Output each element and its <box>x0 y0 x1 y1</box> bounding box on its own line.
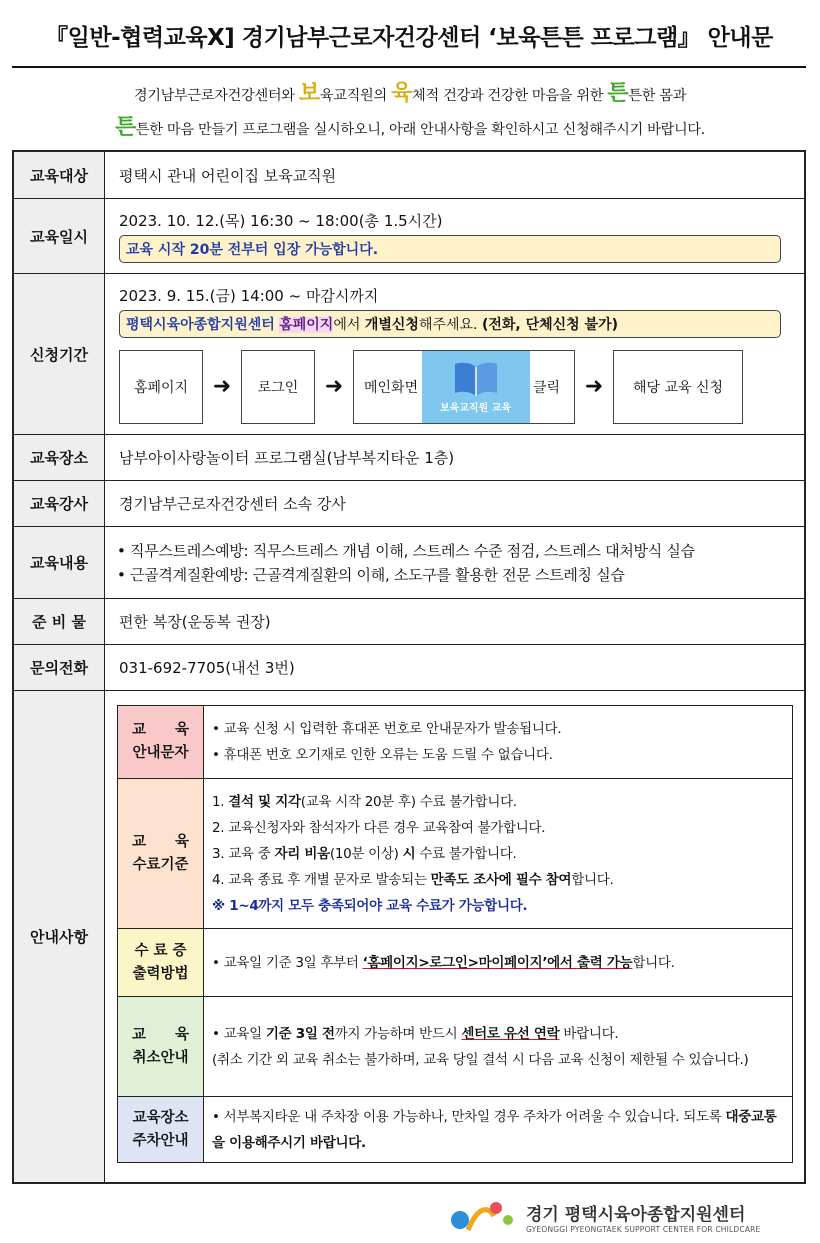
row-place <box>14 434 804 480</box>
footer-logo <box>448 1195 808 1239</box>
row-prep <box>14 598 804 644</box>
entry-note: 교육 시작 20분 전부터 입장 가능합니다. <box>119 235 781 263</box>
notice-table <box>117 705 793 1163</box>
notice-cancel-label: 교 육 취소안내 <box>118 997 204 1096</box>
value-prep: 편한 복장(운동복 권장) <box>119 613 271 631</box>
content-item: • 근골격계질환예방: 근골격계질환의 이해, 소도구를 활용한 전문 스트레칭 실습 <box>117 565 625 584</box>
notice-sms-label: 교 육 안내문자 <box>118 706 204 778</box>
arrow-icon: ➜ <box>324 374 344 399</box>
label-content: 교육내용 <box>14 527 105 598</box>
notice-sms: 교 육 안내문자 • 교육 신청 시 입력한 휴대폰 번호로 안내문자가 발송됩니다. • 휴대폰 번호 오기재로 인한 오류는 도움 드릴 수 없습니다. <box>118 706 792 778</box>
arrow-icon: ➜ <box>584 374 604 399</box>
flow-step-main: 메인화면 보육교직원 교육 클릭 <box>353 350 575 424</box>
notice-parking-label: 교육장소 주차안내 <box>118 1097 204 1162</box>
page-title: 『일반-협력교육X] 경기남부근로자건강센터 ‘보육튼튼 프로그램』 안내문 <box>12 8 806 68</box>
row-phone <box>14 644 804 690</box>
footer-name-en: GYEONGGI PYEONGTAEK SUPPORT CENTER FOR CHILDCARE <box>526 1225 761 1234</box>
notice-parking: 교육장소 주차안내 • 서부복지타운 내 주차장 이용 가능하나, 만차일 경우 주차가 어려울 수 있습니다. 되도록 대중교통을 이용해주시기 바랍니다. <box>118 1096 792 1162</box>
notice-cancel: 교 육 취소안내 • 교육일 기준 3일 전까지 가능하며 반드시 센터로 유선 연락 바랍니다. (취소 기간 외 교육 취소는 불가하며, 교육 당일 결석 시 다음 교육 신청이 제한될 수 있습니다.) <box>118 996 792 1096</box>
label-instructor: 교육강사 <box>14 481 105 526</box>
row-datetime <box>14 198 804 273</box>
row-apply <box>14 273 804 434</box>
footer-name-ko: 경기 평택시육아종합지원센터 <box>526 1205 746 1225</box>
label-datetime: 교육일시 <box>14 199 105 273</box>
apply-note: 평택시육아종합지원센터 홈페이지에서 개별신청해주세요. (전화, 단체신청 불가) <box>119 310 781 338</box>
value-phone: 031-692-7705(내선 3번) <box>119 659 295 677</box>
label-place: 교육장소 <box>14 435 105 480</box>
apply-flow <box>119 350 790 424</box>
label-phone: 문의전화 <box>14 645 105 690</box>
row-target <box>14 152 804 198</box>
center-logo-icon <box>448 1196 518 1238</box>
value-target: 평택시 관내 어린이집 보육교직원 <box>119 166 337 185</box>
label-apply: 신청기간 <box>14 274 105 434</box>
value-place: 남부아이사랑놀이터 프로그램실(남부복지타운 1층) <box>119 449 455 467</box>
row-instructor <box>14 480 804 526</box>
row-notice <box>14 690 804 1182</box>
value-datetime: 2023. 10. 12.(목) 16:30 ~ 18:00(총 1.5시간) <box>119 211 443 230</box>
label-notice: 안내사항 <box>14 691 105 1182</box>
flow-step-apply: 해당 교육 신청 <box>613 350 743 424</box>
teacher-education-banner: 보육교직원 교육 <box>422 351 530 423</box>
notice-certificate: 수 료 증 출력방법 • 교육일 기준 3일 후부터 ‘홈페이지>로그인>마이페이지’에서 출력 가능합니다. <box>118 928 792 996</box>
label-prep: 준 비 물 <box>14 599 105 644</box>
notice-certificate-label: 수 료 증 출력방법 <box>118 929 204 996</box>
label-target: 교육대상 <box>14 152 105 198</box>
arrow-icon: ➜ <box>212 374 232 399</box>
value-instructor: 경기남부근로자건강센터 소속 강사 <box>119 495 346 513</box>
book-icon <box>452 359 500 399</box>
info-table <box>12 150 806 1184</box>
value-apply: 2023. 9. 15.(금) 14:00 ~ 마감시까지 <box>119 286 379 305</box>
flow-step-homepage: 홈페이지 <box>119 350 203 424</box>
content-item: • 직무스트레스예방: 직무스트레스 개념 이해, 스트레스 수준 점검, 스트레스 대처방식 실습 <box>117 541 695 560</box>
intro-text: 경기남부근로자건강센터와 보육교직원의 육체적 건강과 건강한 마음을 위한 튼튼한 몸과 튼튼한 마음 만들기 프로그램을 실시하오니, 아래 안내사항을 확인하시고 신청해주시기 바랍니다. <box>114 81 706 140</box>
row-content <box>14 526 804 598</box>
flow-step-login: 로그인 <box>241 350 315 424</box>
notice-completion: 교 육 수료기준 1. 결석 및 지각(교육 시작 20분 후) 수료 불가합니다. 2. 교육신청자와 참석자가 다른 경우 교육참여 불가합니다. 3. 교육 중 자리 비움(10분 이상) 시 수료 불가합니다. 4. 교육 종료 후 개별 문자로 발송되는 만족도 조사에 필수 참여합니다. ※ 1~4까지 모두 충족되어야 교육 수료가 가능합니다. <box>118 778 792 928</box>
notice-completion-label: 교 육 수료기준 <box>118 779 204 928</box>
